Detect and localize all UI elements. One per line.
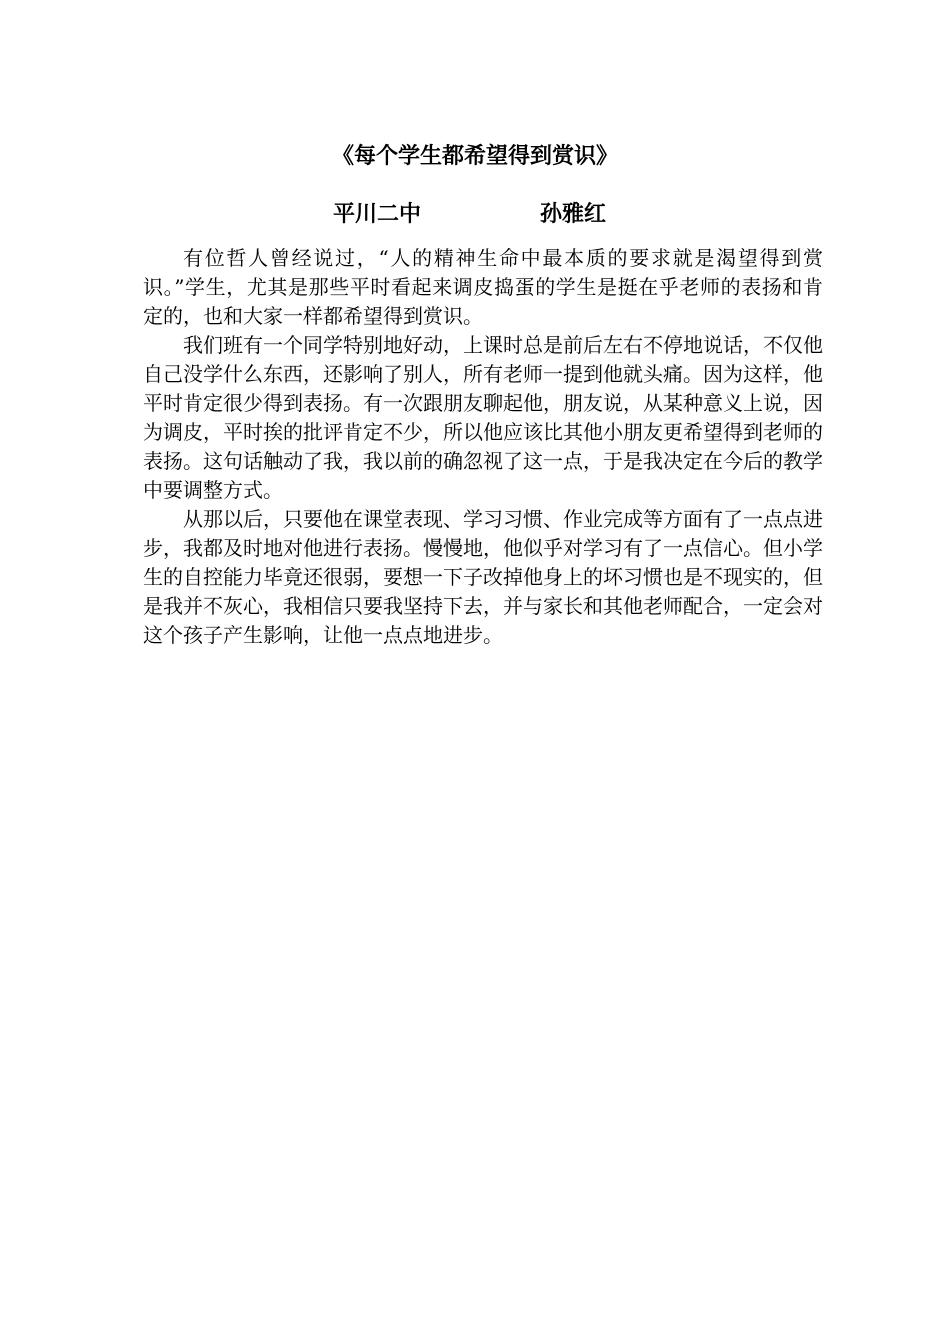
paragraph-3: 从那以后，只要他在课堂表现、学习习惯、作业完成等方面有了一点点进步，我都及时地对他进行表扬。慢慢地，他似乎对学习有了一点信心。但小学生的自控能力毕竟还很弱，要想一下子改掉他身上的坏习惯也是不现实的，但是我并不灰心，我相信只要我坚持下去，并与家长和其他老师配合，一定会对这个孩子产生影响，让他一点点地进步。 bbox=[143, 507, 823, 647]
document-title: 《每个学生都希望得到赏识》 bbox=[331, 144, 618, 169]
paragraph-1: 有位哲人曾经说过，“人的精神生命中最本质的要求就是渴望得到赏识。”学生，尤其是那些平时看起来调皮捣蛋的学生是挺在乎老师的表扬和肯定的，也和大家一样都希望得到赏识。 bbox=[143, 246, 823, 328]
author-name: 孙雅红 bbox=[540, 202, 607, 227]
paragraph-2: 我们班有一个同学特别地好动，上课时总是前后左右不停地说话，不仅他自己没学什么东西，还影响了别人，所有老师一提到他就头痛。因为这样，他平时肯定很少得到表扬。有一次跟朋友聊起他，朋友说，从某种意义上说，因为调皮，平时挨的批评肯定不少，所以他应该比其他小朋友更希望得到老师的表扬。这句话触动了我，我以前的确忽视了这一点，于是我决定在今后的教学中要调整方式。 bbox=[143, 333, 823, 502]
byline bbox=[0, 198, 950, 232]
article-body bbox=[143, 244, 823, 650]
school-name: 平川二中 bbox=[333, 202, 422, 227]
